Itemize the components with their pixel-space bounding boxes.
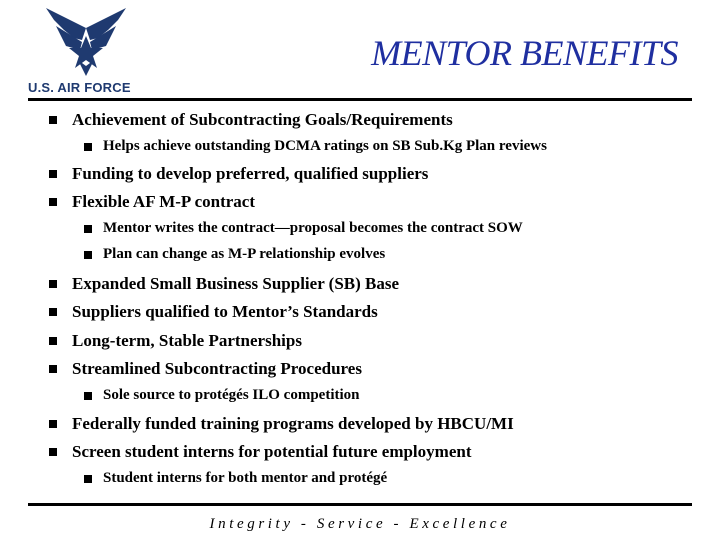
bullet-item: Federally funded training programs developed by HBCU/MI [72, 414, 514, 434]
sub-bullet-item: Student interns for both mentor and protégé [103, 470, 387, 487]
bullet-marker [49, 308, 57, 316]
bullet-item: Achievement of Subcontracting Goals/Requirements [72, 110, 453, 130]
bullet-item: Funding to develop preferred, qualified suppliers [72, 164, 428, 184]
bullet-marker [49, 365, 57, 373]
bullet-marker [84, 225, 92, 233]
bullet-item: Expanded Small Business Supplier (SB) Base [72, 274, 399, 294]
page-title: MENTOR BENEFITS [371, 33, 678, 73]
bullet-marker [49, 198, 57, 206]
footer-motto: Integrity - Service - Excellence [209, 516, 511, 532]
bullet-marker [84, 392, 92, 400]
footer-divider [28, 503, 692, 506]
bullet-marker [49, 116, 57, 124]
bullet-item: Streamlined Subcontracting Procedures [72, 359, 362, 379]
bullet-marker [49, 170, 57, 178]
bullet-marker [84, 475, 92, 483]
bullet-item: Long-term, Stable Partnerships [72, 331, 302, 351]
bullet-marker [49, 337, 57, 345]
bullet-marker [49, 448, 57, 456]
sub-bullet-item: Mentor writes the contract—proposal becomes the contract SOW [103, 220, 523, 237]
sub-bullet-item: Helps achieve outstanding DCMA ratings on SB Sub.Kg Plan reviews [103, 138, 547, 155]
bullet-marker [84, 251, 92, 259]
logo-wordmark: U.S. AIR FORCE [28, 80, 131, 95]
bullet-marker [84, 143, 92, 151]
bullet-item: Suppliers qualified to Mentor’s Standards [72, 302, 378, 322]
sub-bullet-item: Plan can change as M-P relationship evolves [103, 246, 385, 263]
sub-bullet-item: Sole source to protégés ILO competition [103, 387, 360, 404]
bullet-marker [49, 420, 57, 428]
bullet-marker [49, 280, 57, 288]
bullet-item: Screen student interns for potential future employment [72, 442, 471, 462]
bullet-item: Flexible AF M-P contract [72, 192, 255, 212]
